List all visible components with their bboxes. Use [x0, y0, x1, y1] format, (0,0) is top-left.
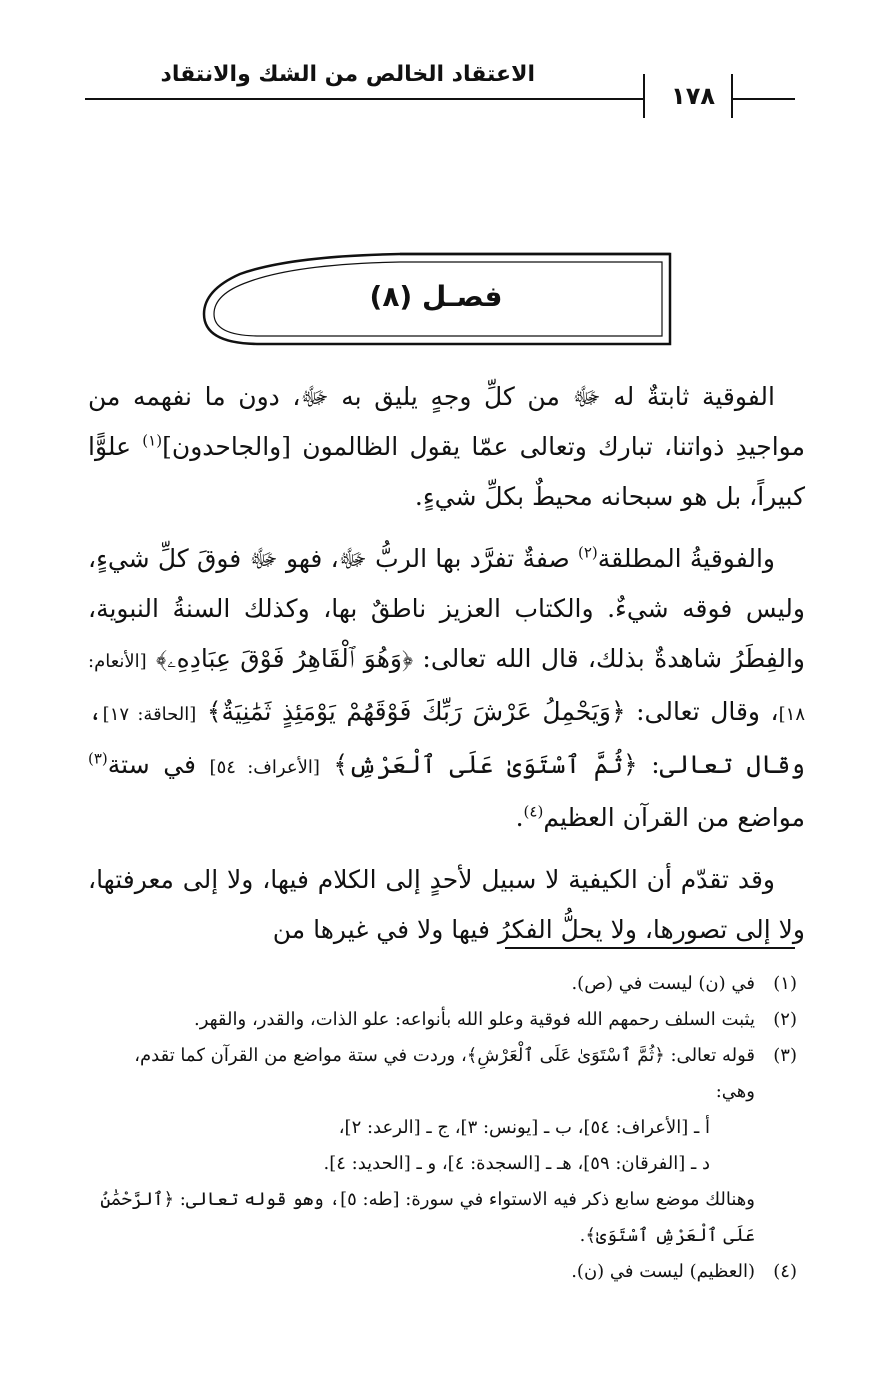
text: . — [515, 803, 524, 832]
section-title: فصـل (٨) — [369, 280, 503, 313]
footnote — [92, 966, 797, 1002]
footnote-ref: (٢) — [578, 543, 598, 562]
footnote-number: (٣) — [773, 1045, 797, 1066]
footnote-separator — [505, 947, 795, 949]
page-number: ١٧٨ — [671, 82, 715, 110]
footnote-subline: أ ـ [الأعراف: ٥٤]، ب ـ [يونس: ٣]، ج ـ [الرعد: ٢]، — [338, 1117, 710, 1138]
footnote-text: يثبت السلف رحمهم الله فوقية وعلو الله بأنواعه: علو الذات، والقدر، والقهر. — [193, 1009, 755, 1030]
footnote-ref: (١) — [142, 431, 163, 450]
verse-citation: [الأعراف: ٥٤] — [209, 757, 320, 778]
text: مواضع من القرآن العظيم — [543, 803, 805, 832]
text: علوًّا كبيراً، بل هو سبحانه محيطٌ بكلِّ شيءٍ. — [88, 432, 805, 511]
footnote-subline: وهنالك موضع سابع ذكر فيه الاستواء في سورة: [طه: ٥]، وهو قوله تعالى: ﴿ٱلرَّحْمَٰنُ عَلَى ٱلْعَرْشِ ٱسْتَوَىٰ﴾. — [100, 1189, 755, 1246]
header-divider — [731, 74, 733, 118]
main-text — [88, 372, 805, 967]
footnote-text: في (ن) ليست في (ص). — [571, 973, 755, 994]
text: الفوقية ثابتةٌ له ﷻ من كلِّ وجهٍ يليق به ﷻ، دون ما نفهمه من مواجيدِ ذواتنا، تبارك وتعالى عمّا يقول الظالمون [والجاحدون] — [88, 382, 805, 461]
text: في ستة — [107, 750, 210, 779]
text: ، وقال تعالى: ﴿ثُمَّ ٱسْتَوَىٰ عَلَى ٱلْعَرْشِ﴾ — [88, 697, 805, 779]
paragraph-2 — [88, 534, 805, 843]
footnote-ref: (٤) — [523, 802, 544, 821]
footnote-text: (العظيم) ليست في (ن). — [571, 1261, 755, 1282]
header-rule — [85, 98, 645, 100]
footnote-number: (٤) — [773, 1261, 797, 1282]
section-heading-box — [200, 252, 672, 346]
paragraph-1 — [88, 372, 805, 522]
page-header — [85, 60, 795, 120]
text: صفةٌ تفرَّد بها الربُّ ﷻ، فهو ﷻ فوقَ كلِّ شيءٍ، وليس فوقه شيءٌ. والكتاب العزيز ناطقٌ بها، وكذلك السنةُ النبوية، والفِطَرُ شاهدةٌ بذلك، قال الله تعالى: ﴿وَهُوَ ٱلْقَاهِرُ فَوْقَ عِبَادِهِۦ﴾ — [88, 544, 805, 673]
header-divider — [643, 74, 645, 118]
footnote — [92, 1002, 797, 1038]
footnotes — [92, 966, 797, 1290]
text: ، وقال تعالى: ﴿وَيَحْمِلُ عَرْشَ رَبِّكَ فَوْقَهُمْ يَوْمَئِذٍ ثَمَٰنِيَةٌ﴾ — [196, 697, 779, 726]
footnote-ref: (٣) — [88, 749, 108, 768]
footnote — [92, 1254, 797, 1290]
paragraph-3 — [88, 855, 805, 955]
text: وقد تقدّم أن الكيفية لا سبيل لأحدٍ إلى الكلام فيها، ولا إلى معرفتها، ولا إلى تصورها، ولا يحلُّ الفكرُ فيها ولا في غيرها من — [88, 865, 805, 944]
footnote-number: (٢) — [773, 1009, 797, 1030]
header-rule-right — [733, 98, 795, 100]
running-title: الاعتقاد الخالص من الشك والانتقاد — [160, 62, 535, 87]
verse-citation: [الحاقة: ١٧] — [102, 704, 197, 725]
verse-citation: [الأنعام: ١٨] — [88, 651, 805, 725]
footnote — [92, 1038, 797, 1254]
text: والفوقيةُ المطلقة — [597, 544, 775, 573]
footnote-number: (١) — [773, 973, 797, 994]
footnote-text: قوله تعالى: ﴿ثُمَّ ٱسْتَوَىٰ عَلَى ٱلْعَرْشِ﴾، وردت في ستة مواضع من القرآن كما تقدم، وهي: — [134, 1045, 755, 1102]
footnote-subline: د ـ [الفرقان: ٥٩]، هـ ـ [السجدة: ٤]، و ـ [الحديد: ٤]. — [323, 1153, 710, 1174]
